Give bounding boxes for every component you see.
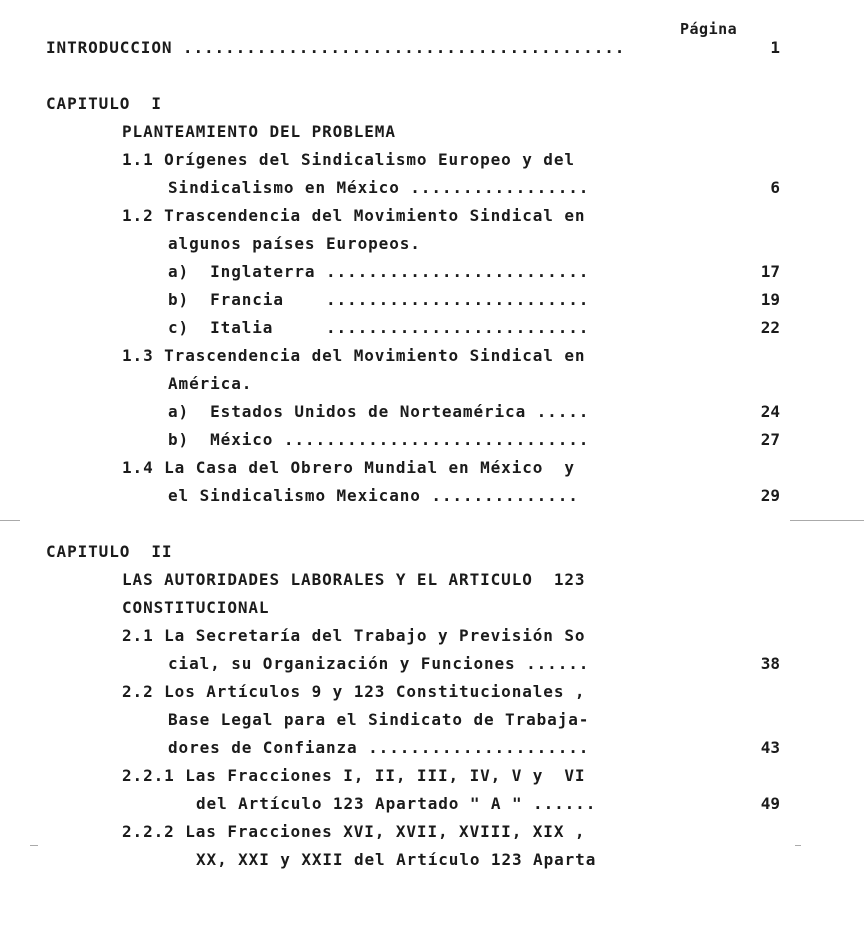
chapter-heading: CAPITULO I (46, 94, 162, 113)
chapter-title-cont: CONSTITUCIONAL (122, 598, 270, 617)
toc-subentry-italia: c) Italia ......................... (168, 318, 590, 337)
scan-artifact (30, 845, 38, 846)
toc-entry-2-2-1-cont: del Artículo 123 Apartado " A " ...... (196, 794, 597, 813)
toc-entry-2-2-cont: Base Legal para el Sindicato de Trabaja- (168, 710, 590, 729)
page-number: 24 (760, 402, 780, 421)
toc-entry-1-4: 1.4 La Casa del Obrero Mundial en México y (122, 458, 575, 477)
toc-entry-1-2-cont: algunos países Europeos. (168, 234, 421, 253)
toc-subentry-francia: b) Francia ......................... (168, 290, 590, 309)
toc-entry-1-1: 1.1 Orígenes del Sindicalismo Europeo y del (122, 150, 575, 169)
page-number: 38 (760, 654, 780, 673)
toc-entry-1-3: 1.3 Trascendencia del Movimiento Sindical en (122, 346, 586, 365)
toc-subentry-mexico: b) México ............................. (168, 430, 590, 449)
toc-entry-2-1: 2.1 La Secretaría del Trabajo y Previsión So (122, 626, 586, 645)
chapter-heading: CAPITULO II (46, 542, 173, 561)
scan-artifact (0, 520, 20, 521)
pagina-header: Página (680, 20, 738, 38)
page-number: 1 (770, 38, 780, 57)
toc-entry-introduccion: INTRODUCCION .......................................... (46, 38, 626, 57)
page-number: 22 (760, 318, 780, 337)
page-number: 6 (770, 178, 780, 197)
toc-entry-1-1-cont: Sindicalismo en México ................. (168, 178, 590, 197)
page-number: 49 (760, 794, 780, 813)
chapter-title: PLANTEAMIENTO DEL PROBLEMA (122, 122, 396, 141)
page-number: 43 (760, 738, 780, 757)
toc-entry-1-4-cont: el Sindicalismo Mexicano .............. (168, 486, 579, 505)
toc-entry-1-2: 1.2 Trascendencia del Movimiento Sindical en (122, 206, 586, 225)
page-number: 27 (760, 430, 780, 449)
toc-entry-2-2-2-cont: XX, XXI y XXII del Artículo 123 Aparta (196, 850, 597, 869)
toc-entry-2-2-cont2: dores de Confianza ..................... (168, 738, 590, 757)
toc-entry-1-3-cont: América. (168, 374, 253, 393)
toc-entry-2-2-1: 2.2.1 Las Fracciones I, II, III, IV, V y VI (122, 766, 586, 785)
toc-entry-2-2-2: 2.2.2 Las Fracciones XVI, XVII, XVIII, XIX , (122, 822, 586, 841)
page-number: 17 (760, 262, 780, 281)
toc-entry-2-1-cont: cial, su Organización y Funciones ...... (168, 654, 590, 673)
page-number: 19 (760, 290, 780, 309)
toc-subentry-inglaterra: a) Inglaterra ......................... (168, 262, 590, 281)
scan-artifact (795, 845, 801, 846)
scan-artifact (790, 520, 864, 521)
chapter-title: LAS AUTORIDADES LABORALES Y EL ARTICULO 123 (122, 570, 586, 589)
toc-entry-2-2: 2.2 Los Artículos 9 y 123 Constitucionales , (122, 682, 586, 701)
toc-subentry-estados-unidos: a) Estados Unidos de Norteamérica ..... (168, 402, 590, 421)
page-number: 29 (760, 486, 780, 505)
